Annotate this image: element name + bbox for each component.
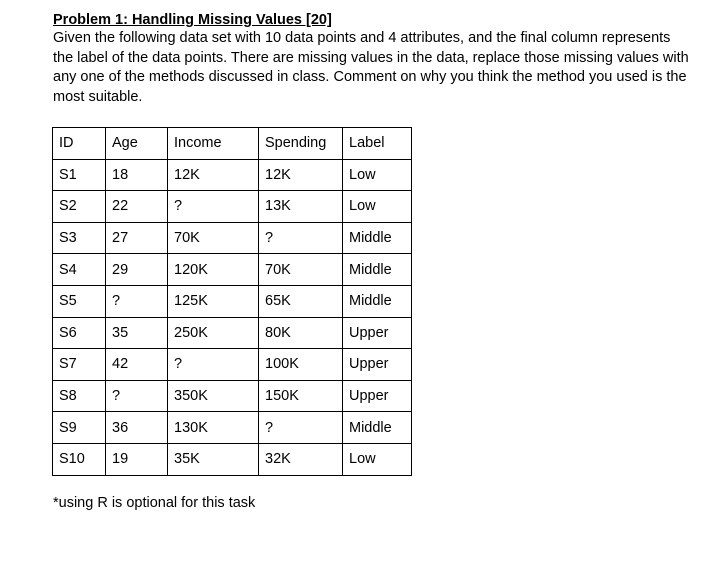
table-row [53,412,412,444]
cell-spending: 32K [259,443,343,475]
table-row [53,254,412,286]
cell-spending: ? [259,222,343,254]
cell-label: Upper [343,380,412,412]
cell-label: Middle [343,285,412,317]
cell-spending: 150K [259,380,343,412]
cell-income: ? [168,191,259,223]
table-row [53,380,412,412]
cell-income: 250K [168,317,259,349]
cell-income: 70K [168,222,259,254]
cell-spending: ? [259,412,343,444]
cell-id: S3 [53,222,106,254]
cell-age: 19 [106,443,168,475]
header-id: ID [53,128,106,160]
cell-age: 35 [106,317,168,349]
cell-income: 125K [168,285,259,317]
cell-label: Low [343,191,412,223]
header-label: Label [343,128,412,160]
problem-description: Given the following data set with 10 data points and 4 attributes, and the final column represents the label of the data points. There are missing values in the data, replace those missing values with any one of the methods discussed in class. Comment on why you think the method you used is the most suitable. [53,30,689,105]
table-row [53,349,412,381]
cell-spending: 13K [259,191,343,223]
cell-spending: 80K [259,317,343,349]
cell-income: 120K [168,254,259,286]
cell-label: Low [343,159,412,191]
cell-age: ? [106,380,168,412]
cell-id: S4 [53,254,106,286]
cell-label: Middle [343,222,412,254]
cell-label: Upper [343,349,412,381]
cell-age: 22 [106,191,168,223]
cell-age: 36 [106,412,168,444]
cell-income: 130K [168,412,259,444]
cell-label: Middle [343,254,412,286]
header-income: Income [168,128,259,160]
cell-income: 12K [168,159,259,191]
cell-age: ? [106,285,168,317]
table-row [53,317,412,349]
cell-age: 29 [106,254,168,286]
task-note: *using R is optional for this task [53,495,256,511]
cell-spending: 12K [259,159,343,191]
table-row [53,191,412,223]
cell-spending: 70K [259,254,343,286]
cell-id: S6 [53,317,106,349]
cell-id: S2 [53,191,106,223]
table-row [53,443,412,475]
cell-age: 18 [106,159,168,191]
cell-id: S10 [53,443,106,475]
cell-spending: 100K [259,349,343,381]
cell-income: 35K [168,443,259,475]
cell-label: Middle [343,412,412,444]
cell-id: S1 [53,159,106,191]
cell-income: 350K [168,380,259,412]
cell-label: Low [343,443,412,475]
cell-age: 42 [106,349,168,381]
table-row [53,285,412,317]
table-row [53,222,412,254]
cell-income: ? [168,349,259,381]
table-header-row [53,128,412,160]
cell-spending: 65K [259,285,343,317]
cell-id: S8 [53,380,106,412]
cell-id: S7 [53,349,106,381]
cell-id: S9 [53,412,106,444]
cell-label: Upper [343,317,412,349]
header-age: Age [106,128,168,160]
problem-title: Problem 1: Handling Missing Values [20] [53,12,332,28]
cell-id: S5 [53,285,106,317]
header-spending: Spending [259,128,343,160]
data-table [52,127,412,476]
cell-age: 27 [106,222,168,254]
table-row [53,159,412,191]
